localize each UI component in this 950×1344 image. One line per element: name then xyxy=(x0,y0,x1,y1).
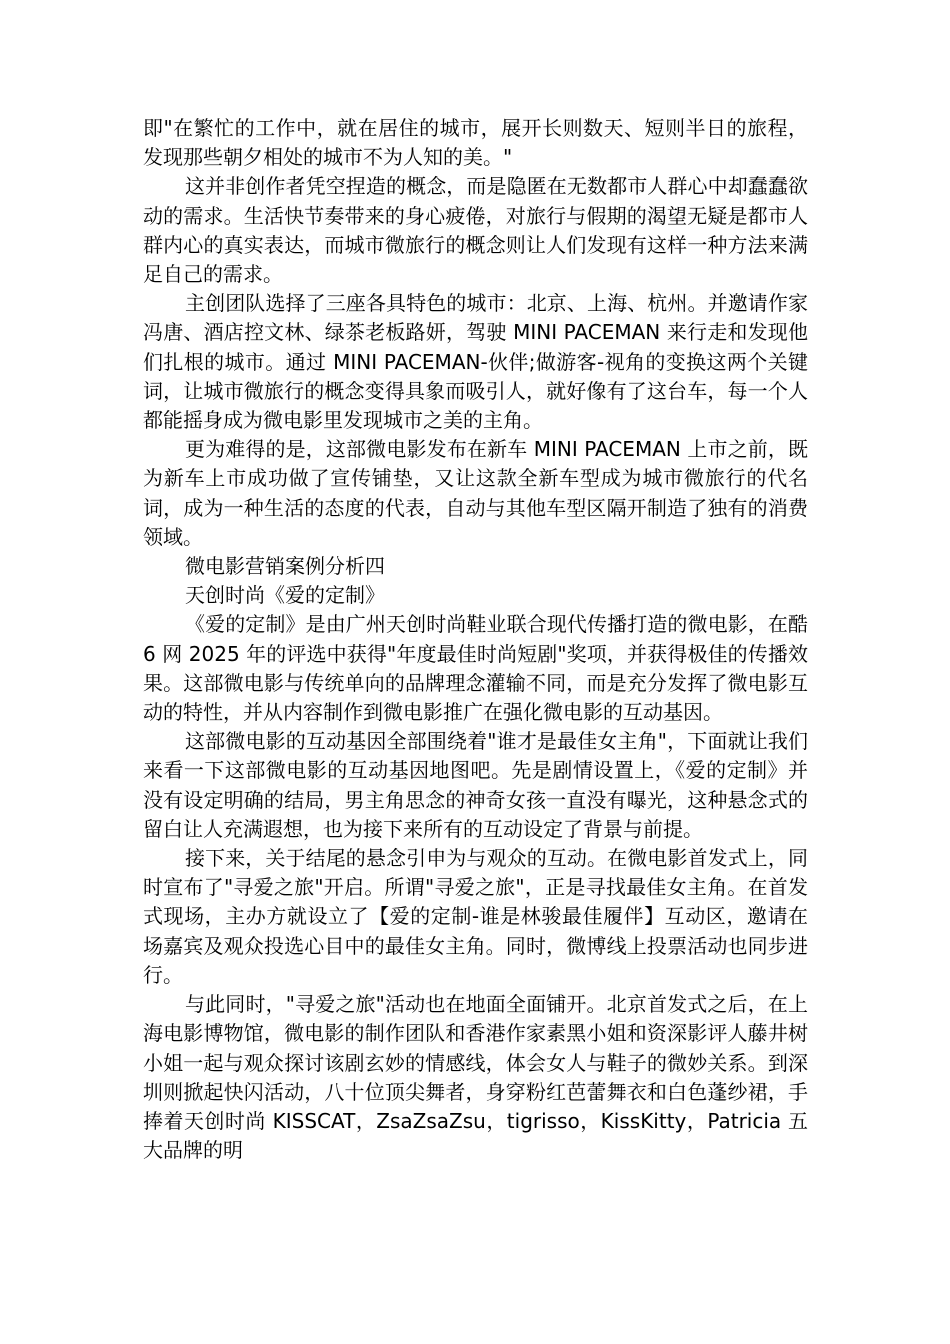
paragraph: 《爱的定制》是由广州天创时尚鞋业联合现代传播打造的微电影，在酷 6 网 2025 年的评选中获得"年度最佳时尚短剧"奖项，并获得极佳的传播效果。这部微电影与传统单向的品牌理念灌输不同，而是充分发挥了微电影互动的特性，并从内容制作到微电影推广在强化微电影的互动基因。 xyxy=(143,612,808,725)
paragraph: 即"在繁忙的工作中，就在居住的城市，展开长则数天、短则半日的旅程，发现那些朝夕相处的城市不为人知的美。" xyxy=(143,116,808,170)
paragraph: 主创团队选择了三座各具特色的城市：北京、上海、杭州。并邀请作家冯唐、酒店控文林、绿茶老板路妍，驾驶 MINI PACEMAN 来行走和发现他们扎根的城市。通过 MINI PACEMAN-伙伴;做游客-视角的变换这两个关键词，让城市微旅行的概念变得具象而吸引人，就好像有了这台车，每一个人都能摇身成为微电影里发现城市之美的主角。 xyxy=(143,291,808,433)
paragraph: 这并非创作者凭空捏造的概念，而是隐匿在无数都市人群心中却蠢蠢欲动的需求。生活快节奏带来的身心疲倦，对旅行与假期的渴望无疑是都市人群内心的真实表达，而城市微旅行的概念则让人们发现有这样一种方法来满足自己的需求。 xyxy=(143,174,808,287)
section-heading: 微电影营销案例分析四 xyxy=(185,554,385,579)
paragraph: 更为难得的是，这部微电影发布在新车 MINI PACEMAN 上市之前，既为新车上市成功做了宣传铺垫，又让这款全新车型成为城市微旅行的代名词，成为一种生活的态度的代表，自动与其他车型区隔开制造了独有的消费领域。 xyxy=(143,437,808,549)
paragraph: 这部微电影的互动基因全部围绕着"谁才是最佳女主角"，下面就让我们来看一下这部微电影的互动基因地图吧。先是剧情设置上，《爱的定制》并没有设定明确的结局，男主角思念的神奇女孩一直没有曝光，这种悬念式的留白让人充满遐想，也为接下来所有的互动设定了背景与前提。 xyxy=(143,729,808,841)
paragraph: 接下来，关于结尾的悬念引申为与观众的互动。在微电影首发式上，同时宣布了"寻爱之旅"开启。所谓"寻爱之旅"，正是寻找最佳女主角。在首发式现场，主办方就设立了【爱的定制-谁是林骏最佳履伴】互动区，邀请在场嘉宾及观众投选心目中的最佳女主角。同时，微博线上投票活动也同步进行。 xyxy=(143,846,808,987)
document-body xyxy=(143,114,808,1165)
section-subheading: 天创时尚《爱的定制》 xyxy=(185,583,385,608)
paragraph: 与此同时，"寻爱之旅"活动也在地面全面铺开。北京首发式之后，在上海电影博物馆，微电影的制作团队和香港作家素黑小姐和资深影评人藤井树小姐一起与观众探讨该剧玄妙的情感线，体会女人与鞋子的微妙关系。到深圳则掀起快闪活动，八十位顶尖舞者，身穿粉红芭蕾舞衣和白色蓬纱裙，手捧着天创时尚 KISSCAT，ZsaZsaZsu，tigrisso，KissKitty，Patricia 五大品牌的明 xyxy=(143,992,808,1163)
